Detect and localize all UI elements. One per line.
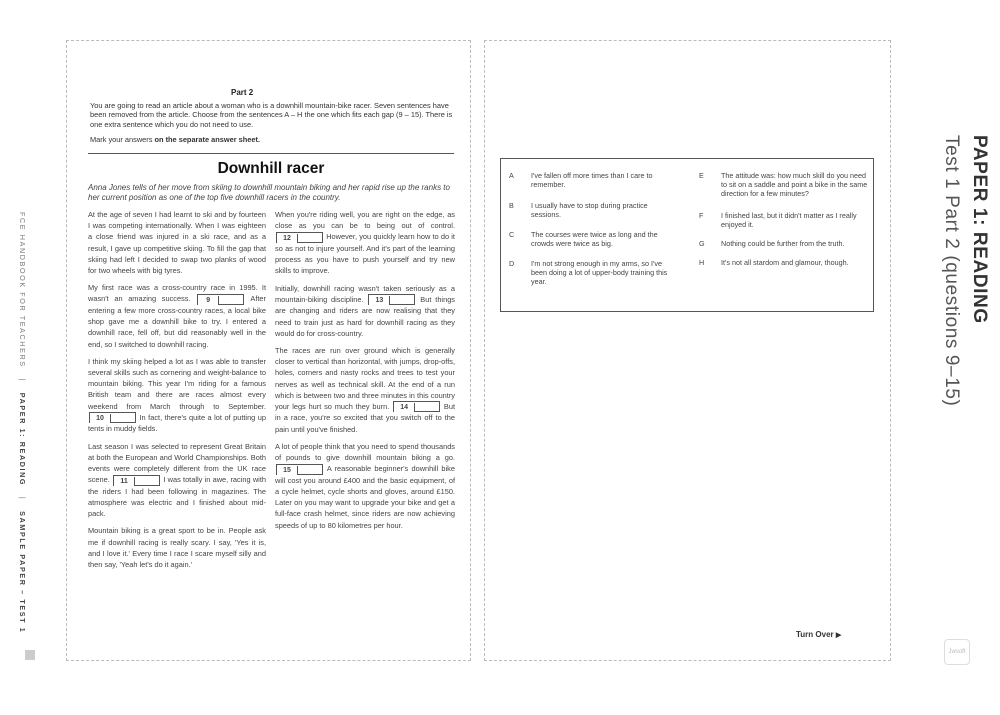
paragraph-text: When you're riding well, you are right on the edge, as close as you can be to being out of control. xyxy=(275,210,455,231)
paper-title: PAPER 1: READING xyxy=(969,135,990,324)
option-text: I'm not strong enough in my arms, so I've been doing a lot of upper-body training this year. xyxy=(531,259,668,287)
gap-number: 9 xyxy=(198,296,219,305)
side-sep-1: | xyxy=(18,378,27,382)
gap-number: 15 xyxy=(277,466,298,475)
option-letter: C xyxy=(509,230,515,239)
gap-box-14 xyxy=(393,401,440,412)
option-text: I usually have to stop during practice sessions. xyxy=(531,201,648,220)
part-title: Part 2 xyxy=(231,88,254,97)
option-text: Nothing could be further from the truth. xyxy=(721,239,845,248)
paragraph xyxy=(88,356,266,435)
paragraph-text: But things are changing and riders are now realising that they need to train just as hard for downhill racing as they would do for cross-country. xyxy=(275,294,455,338)
side-handbook: FCE HANDBOOK FOR TEACHERS xyxy=(18,212,27,368)
option-letter: D xyxy=(509,259,515,268)
option-text: The attitude was: how much skill do you need to sit on a saddle and point a bike in the same direction for a few minutes? xyxy=(721,171,868,199)
gap-box-10 xyxy=(89,412,136,423)
side-running-head xyxy=(18,212,42,652)
paragraph xyxy=(275,441,455,531)
article-standfirst: Anna Jones tells of her move from skiing to downhill mountain biking and her rapid rise up the ranks to her current position as one of the top five downhill racers in the country. xyxy=(88,183,450,203)
paragraph xyxy=(275,209,455,277)
option-text: I finished last, but it didn't matter as I really enjoyed it. xyxy=(721,211,857,230)
turn-over xyxy=(796,630,841,639)
paragraph xyxy=(88,282,266,350)
gap-number: 10 xyxy=(90,414,111,423)
paragraph: At the age of seven I had learnt to ski and by fourteen I was competing internationally. When I was eighteen a close friend was injured in a ski race, and as a result, I gave up competitive skiing. To fill the gap that skiing had left I decided to swap two planks of wood for two wheels with big tyres. xyxy=(88,210,266,276)
paragraph-text: But in a race, you're so excited that you switch off to the pain until you've finished. xyxy=(275,401,456,434)
answer-sheet-instruction xyxy=(90,135,455,144)
gap-number: 11 xyxy=(114,477,135,486)
paragraph-text: A reasonable beginner's downhill bike will cost you around £400 and the basic equipment, of a cycle helmet, cycle shorts and gloves, around £150. Later on you may want to upgrade your bike and get a full-face crash helmet, since riders are now achieving speeds of up to 80 kilometres per hour. xyxy=(275,464,455,530)
vertical-section-title xyxy=(938,135,998,665)
section-divider xyxy=(88,153,454,154)
page-number-tab xyxy=(25,650,35,660)
option-text: The courses were twice as long and the crowds were twice as big. xyxy=(531,230,658,249)
mark-prefix: Mark your answers xyxy=(90,135,155,144)
gap-number: 14 xyxy=(394,403,415,412)
article-column-2 xyxy=(275,209,455,537)
option-letter: B xyxy=(509,201,514,210)
gap-number: 13 xyxy=(369,296,390,305)
paragraph xyxy=(88,441,266,520)
gap-box-11 xyxy=(113,475,160,486)
side-label-text xyxy=(18,212,27,633)
paragraph-text: My first race was a cross-country race in 1995. It wasn't an amazing success. xyxy=(88,283,266,304)
option-letter: F xyxy=(699,211,704,220)
turn-over-label: Turn Over xyxy=(796,630,834,639)
paragraph-text: Last season I was selected to represent Great Britain at both the European and World Championships. Both events were completely different from the UK race scene. xyxy=(88,441,266,485)
gap-box-15 xyxy=(276,464,323,475)
gap-box-13 xyxy=(368,294,415,305)
gap-number: 12 xyxy=(277,234,298,243)
option-letter: E xyxy=(699,171,704,180)
paragraph xyxy=(275,283,455,339)
paragraph-text: A lot of people think that you need to spend thousands of pounds to give downhill mountain biking a go. xyxy=(275,441,455,463)
gap-box-12 xyxy=(276,232,323,243)
paragraph-text: I think my skiing helped a lot as I was able to transfer several skills such as cornering and weight-balance to mountain biking. This year I'm riding for a famous British team and there are races almost every weekend from March through to September. xyxy=(88,356,266,411)
paragraph-text: However, you quickly learn how to do it so as not to injure yourself. And it's part of the learning process as you have to push yourself and try new skills to improve. xyxy=(275,232,455,276)
watermark-logo: Jwsoft xyxy=(944,639,970,665)
gap-box-9 xyxy=(197,294,244,305)
task-instructions: You are going to read an article about a woman who is a downhill mountain-bike racer. Seven sentences have been removed from the article. Choose from the sentences A – H the one which fits each gap (9 – 15). There is one extra sentence which you do not need to use. xyxy=(90,101,453,129)
paragraph-text: After entering a few more cross-country races, a local bike shop gave me a downhill bike to try. I entered a downhill race, fell off, but did reasonably well in the end, so I switched to downhill racing. xyxy=(88,294,266,349)
article-headline: Downhill racer xyxy=(217,160,325,177)
arrow-right-icon: ▶ xyxy=(835,632,842,639)
paragraph xyxy=(275,345,455,435)
paragraph-text: The races are run over ground which is generally closer to vertical than horizontal, with jumps, drop-offs, holes, corners and nasty rocks and trees to test your nerves as well as technical skill. At the end of a run which is between two and three minutes in this country your legs hurt so much they burn. xyxy=(275,345,455,411)
sentence-options-box xyxy=(500,158,874,312)
paragraph: Mountain biking is a great sport to be in. People ask me if downhill racing is really scary. I say, 'Yes it is, and I love it.' Every time I race I scare myself silly and then say, 'Yeah let's do it again.' xyxy=(88,526,266,569)
option-letter: H xyxy=(699,258,705,267)
side-paper: PAPER 1: READING xyxy=(18,392,27,487)
option-letter: G xyxy=(699,239,705,248)
side-sample: SAMPLE PAPER – TEST 1 xyxy=(18,511,27,634)
option-letter: A xyxy=(509,171,514,180)
right-page-frame xyxy=(484,40,891,661)
option-text: It's not all stardom and glamour, though. xyxy=(721,258,849,267)
mark-bold: on the separate answer sheet. xyxy=(154,135,261,144)
side-sep-2: | xyxy=(18,496,27,501)
paragraph-text: In fact, there's quite a lot of putting up tents in muddy fields. xyxy=(88,412,266,434)
article-column-1 xyxy=(88,209,266,576)
paragraph-text: I was totally in awe, racing with the riders I had been following in magazines. The atmosphere was electric and I finished about mid-pack. xyxy=(88,475,266,519)
part-subtitle: Test 1 Part 2 (questions 9–15) xyxy=(941,135,962,407)
option-text: I've fallen off more times than I care to remember. xyxy=(531,171,653,190)
paragraph-text: Initially, downhill racing wasn't taken seriously as a mountain-biking discipline. xyxy=(275,283,455,304)
